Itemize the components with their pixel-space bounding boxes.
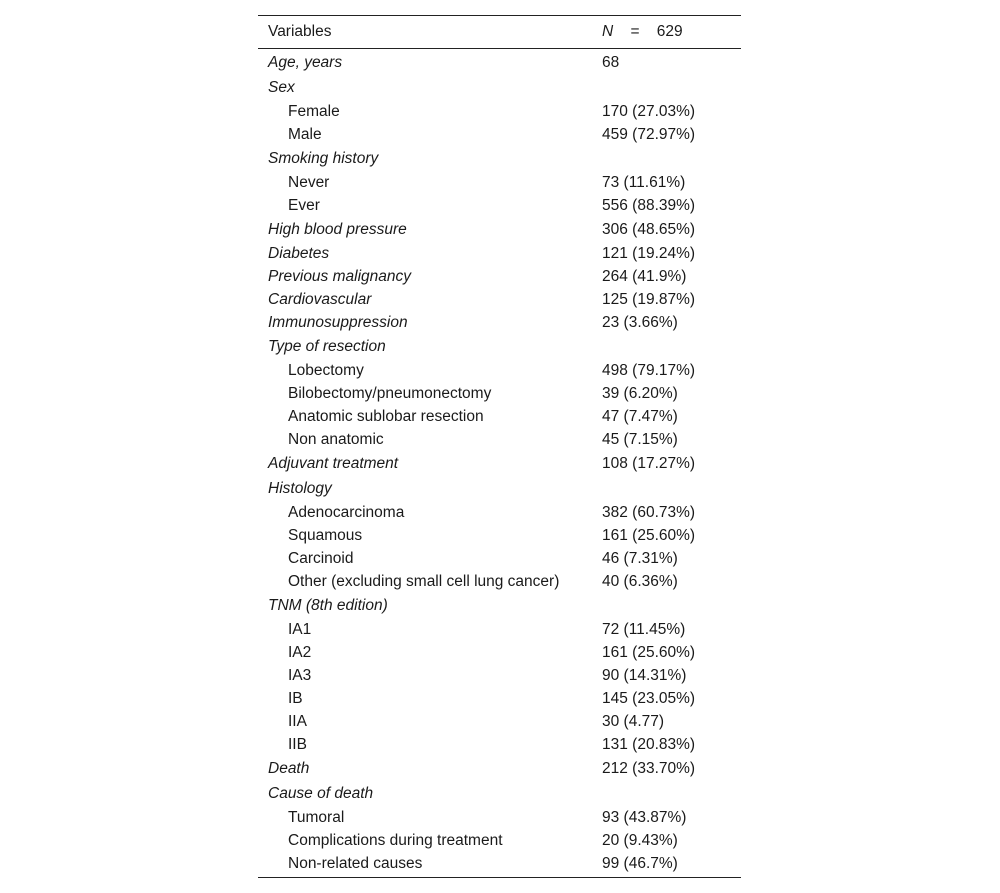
row-value: 170 (27.03%) <box>602 102 696 120</box>
table-row <box>258 405 741 428</box>
row-label: Type of resection <box>268 337 386 355</box>
row-label: Death <box>268 759 310 777</box>
header-n <box>602 23 741 41</box>
row-value: 93 (43.87%) <box>602 808 687 826</box>
row-label: Bilobectomy/pneumonectomy <box>288 384 492 402</box>
row-label: TNM (8th edition) <box>268 596 388 614</box>
row-value: 40 (6.36%) <box>602 572 678 590</box>
row-label: Male <box>288 125 322 143</box>
row-value: 306 (48.65%) <box>602 220 696 238</box>
table-row <box>258 382 741 405</box>
table-row <box>258 123 741 146</box>
table-row <box>258 451 741 476</box>
row-value: 161 (25.60%) <box>602 643 696 661</box>
table-row <box>258 476 741 501</box>
row-label: Cardiovascular <box>268 290 372 308</box>
row-label: IB <box>288 689 303 707</box>
row-label: IA2 <box>288 643 312 661</box>
row-label: Carcinoid <box>288 549 354 567</box>
row-value: 498 (79.17%) <box>602 361 696 379</box>
table-row <box>258 829 741 852</box>
row-value: 125 (19.87%) <box>602 290 696 308</box>
table-row <box>258 311 741 334</box>
table-row <box>258 641 741 664</box>
table-row <box>258 194 741 217</box>
table-row <box>258 524 741 547</box>
table-row <box>258 687 741 710</box>
row-value: 99 (46.7%) <box>602 854 678 872</box>
row-value: 23 (3.66%) <box>602 313 678 331</box>
row-label: IA3 <box>288 666 312 684</box>
row-label: Smoking history <box>268 149 379 167</box>
table-row <box>258 710 741 733</box>
row-label: Previous malignancy <box>268 267 412 285</box>
row-value: 47 (7.47%) <box>602 407 678 425</box>
row-value: 90 (14.31%) <box>602 666 687 684</box>
row-label: High blood pressure <box>268 220 407 238</box>
row-label: Immunosuppression <box>268 313 408 331</box>
table-row <box>258 756 741 781</box>
table-row <box>258 428 741 451</box>
row-value: 382 (60.73%) <box>602 503 696 521</box>
header-n-symbol: N <box>602 23 614 40</box>
row-label: Age, years <box>268 53 343 71</box>
row-value: 556 (88.39%) <box>602 196 696 214</box>
table-row <box>258 217 741 242</box>
table-row <box>258 781 741 806</box>
row-value: 108 (17.27%) <box>602 454 696 472</box>
header-variables: Variables <box>268 23 332 40</box>
row-label: Non anatomic <box>288 430 384 448</box>
row-value: 73 (11.61%) <box>602 173 686 191</box>
row-label: Tumoral <box>288 808 345 826</box>
row-value: 20 (9.43%) <box>602 831 678 849</box>
table-row <box>258 334 741 359</box>
table-row <box>258 852 741 875</box>
row-value: 161 (25.60%) <box>602 526 696 544</box>
row-value: 459 (72.97%) <box>602 125 696 143</box>
table-row <box>258 171 741 194</box>
table-row <box>258 570 741 593</box>
table-row <box>258 75 741 100</box>
table-row <box>258 664 741 687</box>
row-value: 72 (11.45%) <box>602 620 686 638</box>
row-value: 145 (23.05%) <box>602 689 696 707</box>
row-label: Diabetes <box>268 244 330 262</box>
row-value: 45 (7.15%) <box>602 430 678 448</box>
table-row <box>258 501 741 524</box>
row-value: 39 (6.20%) <box>602 384 678 402</box>
table-row <box>258 593 741 618</box>
table-row <box>258 242 741 265</box>
table-row <box>258 733 741 756</box>
table-row <box>258 265 741 288</box>
table-row <box>258 618 741 641</box>
table-body <box>258 49 741 877</box>
row-label: IA1 <box>288 620 312 638</box>
row-label: IIA <box>288 712 307 730</box>
row-value: 121 (19.24%) <box>602 244 696 262</box>
table-row <box>258 547 741 570</box>
row-label: Adenocarcinoma <box>288 503 405 521</box>
table-row <box>258 288 741 311</box>
row-label: Cause of death <box>268 784 374 802</box>
row-label: Histology <box>268 479 332 497</box>
row-value: 30 (4.77) <box>602 712 665 730</box>
row-label: Ever <box>288 196 320 214</box>
table-row <box>258 359 741 382</box>
table-row <box>258 806 741 829</box>
row-value: 264 (41.9%) <box>602 267 687 285</box>
table-row <box>258 50 741 75</box>
row-label: Complications during treatment <box>288 831 503 849</box>
table-row <box>258 100 741 123</box>
row-label: Squamous <box>288 526 363 544</box>
characteristics-table <box>258 15 741 878</box>
row-label: Anatomic sublobar resection <box>288 407 484 425</box>
row-label: Lobectomy <box>288 361 364 379</box>
row-label: Never <box>288 173 330 191</box>
row-value: 68 <box>602 53 620 71</box>
row-label: Non-related causes <box>288 854 423 872</box>
row-label: Adjuvant treatment <box>268 454 399 472</box>
row-value: 131 (20.83%) <box>602 735 696 753</box>
row-label: Other (excluding small cell lung cancer) <box>288 572 560 590</box>
row-value: 212 (33.70%) <box>602 759 696 777</box>
row-label: Female <box>288 102 340 120</box>
header-n-equals: = <box>630 23 640 40</box>
table-row <box>258 146 741 171</box>
row-value: 46 (7.31%) <box>602 549 678 567</box>
row-label: Sex <box>268 78 295 96</box>
header-n-value: 629 <box>656 23 683 40</box>
row-label: IIB <box>288 735 307 753</box>
table-header <box>258 16 741 49</box>
